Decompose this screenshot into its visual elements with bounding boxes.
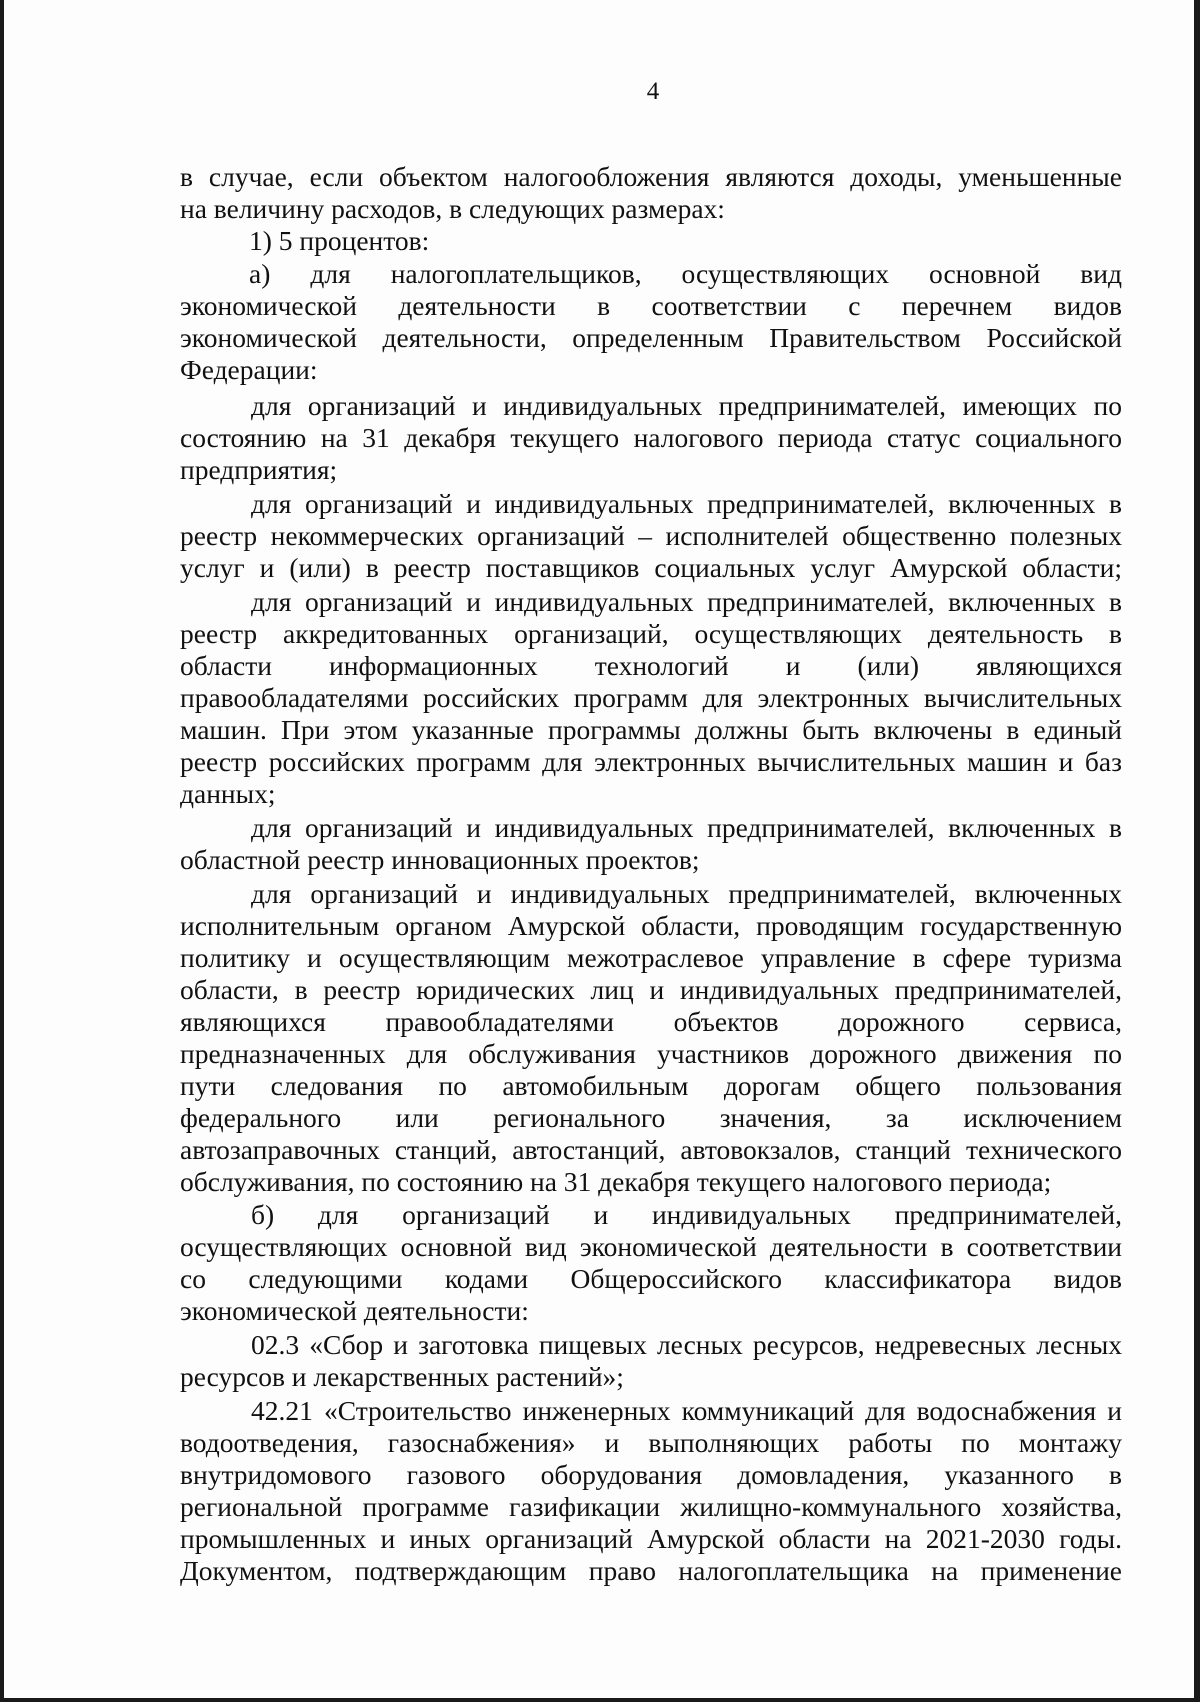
text-line: региональной программе газификации жилищно-коммунального хозяйства, <box>180 1491 1122 1522</box>
text-line: экономической деятельности, определенным Правительством Российской <box>180 322 1122 353</box>
text-line: внутридомового газового оборудования домовладения, указанного в <box>180 1459 1122 1490</box>
text-line: 1) 5 процентов: <box>249 225 430 256</box>
text-line: области информационных технологий и (или) являющихся <box>180 650 1122 681</box>
text-line: области, в реестр юридических лиц и индивидуальных предпринимателей, <box>180 974 1122 1005</box>
text-line: исполнительным органом Амурской области, проводящим государственную <box>180 910 1122 941</box>
text-line: 42.21 «Строительство инженерных коммуникаций для водоснабжения и <box>251 1395 1122 1426</box>
text-line: а) для налогоплательщиков, осуществляющих основной вид <box>249 258 1122 289</box>
text-line: промышленных и иных организаций Амурской области на 2021-2030 годы. <box>180 1523 1122 1554</box>
text-line: Документом, подтверждающим право налогоплательщика на применение <box>180 1555 1122 1586</box>
text-line: Федерации: <box>180 354 318 385</box>
text-line: для организаций и индивидуальных предпринимателей, включенных в <box>251 488 1122 519</box>
text-line: ресурсов и лекарственных растений»; <box>180 1361 624 1392</box>
scan-border-right <box>1194 0 1200 1702</box>
text-line: автозаправочных станций, автостанций, автовокзалов, станций технического <box>180 1134 1122 1165</box>
text-line: являющихся правообладателями объектов дорожного сервиса, <box>180 1006 1122 1037</box>
text-line: состоянию на 31 декабря текущего налогового периода статус социального <box>180 422 1122 453</box>
text-line: правообладателями российских программ для электронных вычислительных <box>180 682 1122 713</box>
text-line: федерального или регионального значения, за исключением <box>180 1102 1122 1133</box>
text-line: политику и осуществляющим межотраслевое управление в сфере туризма <box>180 942 1122 973</box>
text-line: на величину расходов, в следующих размерах: <box>180 193 725 224</box>
text-line: 02.3 «Сбор и заготовка пищевых лесных ресурсов, недревесных лесных <box>251 1329 1122 1360</box>
scan-border-bottom <box>0 1698 1200 1702</box>
text-line: для организаций и индивидуальных предпринимателей, включенных в <box>251 586 1122 617</box>
text-line: осуществляющих основной вид экономической деятельности в соответствии <box>180 1231 1122 1262</box>
text-line: для организаций и индивидуальных предпринимателей, включенных в <box>251 812 1122 843</box>
text-line: реестр аккредитованных организаций, осуществляющих деятельность в <box>180 618 1122 649</box>
text-line: предназначенных для обслуживания участников дорожного движения по <box>180 1038 1122 1069</box>
text-line: обслуживания, по состоянию на 31 декабря текущего налогового периода; <box>180 1166 1052 1197</box>
text-line: водоотведения, газоснабжения» и выполняющих работы по монтажу <box>180 1427 1122 1458</box>
text-line: услуг и (или) в реестр поставщиков социальных услуг Амурской области; <box>180 552 1122 583</box>
text-line: областной реестр инновационных проектов; <box>180 844 700 875</box>
text-line: реестр российских программ для электронных вычислительных машин и баз <box>180 746 1122 777</box>
text-line: пути следования по автомобильным дорогам общего пользования <box>180 1070 1122 1101</box>
text-line: экономической деятельности: <box>180 1295 529 1326</box>
text-line: б) для организаций и индивидуальных предпринимателей, <box>251 1199 1122 1230</box>
text-line: экономической деятельности в соответствии с перечнем видов <box>180 290 1122 321</box>
text-line: для организаций и индивидуальных предпринимателей, имеющих по <box>251 390 1122 421</box>
text-line: данных; <box>180 778 276 809</box>
page-number: 4 <box>646 78 660 105</box>
text-line: в случае, если объектом налогообложения являются доходы, уменьшенные <box>180 161 1122 192</box>
text-line: машин. При этом указанные программы должны быть включены в единый <box>180 714 1122 745</box>
text-line: реестр некоммерческих организаций – исполнителей общественно полезных <box>180 520 1122 551</box>
scan-border-left <box>0 0 4 1702</box>
text-line: со следующими кодами Общероссийского классификатора видов <box>180 1263 1122 1294</box>
text-line: предприятия; <box>180 454 338 485</box>
text-line: для организаций и индивидуальных предпринимателей, включенных <box>251 878 1122 909</box>
